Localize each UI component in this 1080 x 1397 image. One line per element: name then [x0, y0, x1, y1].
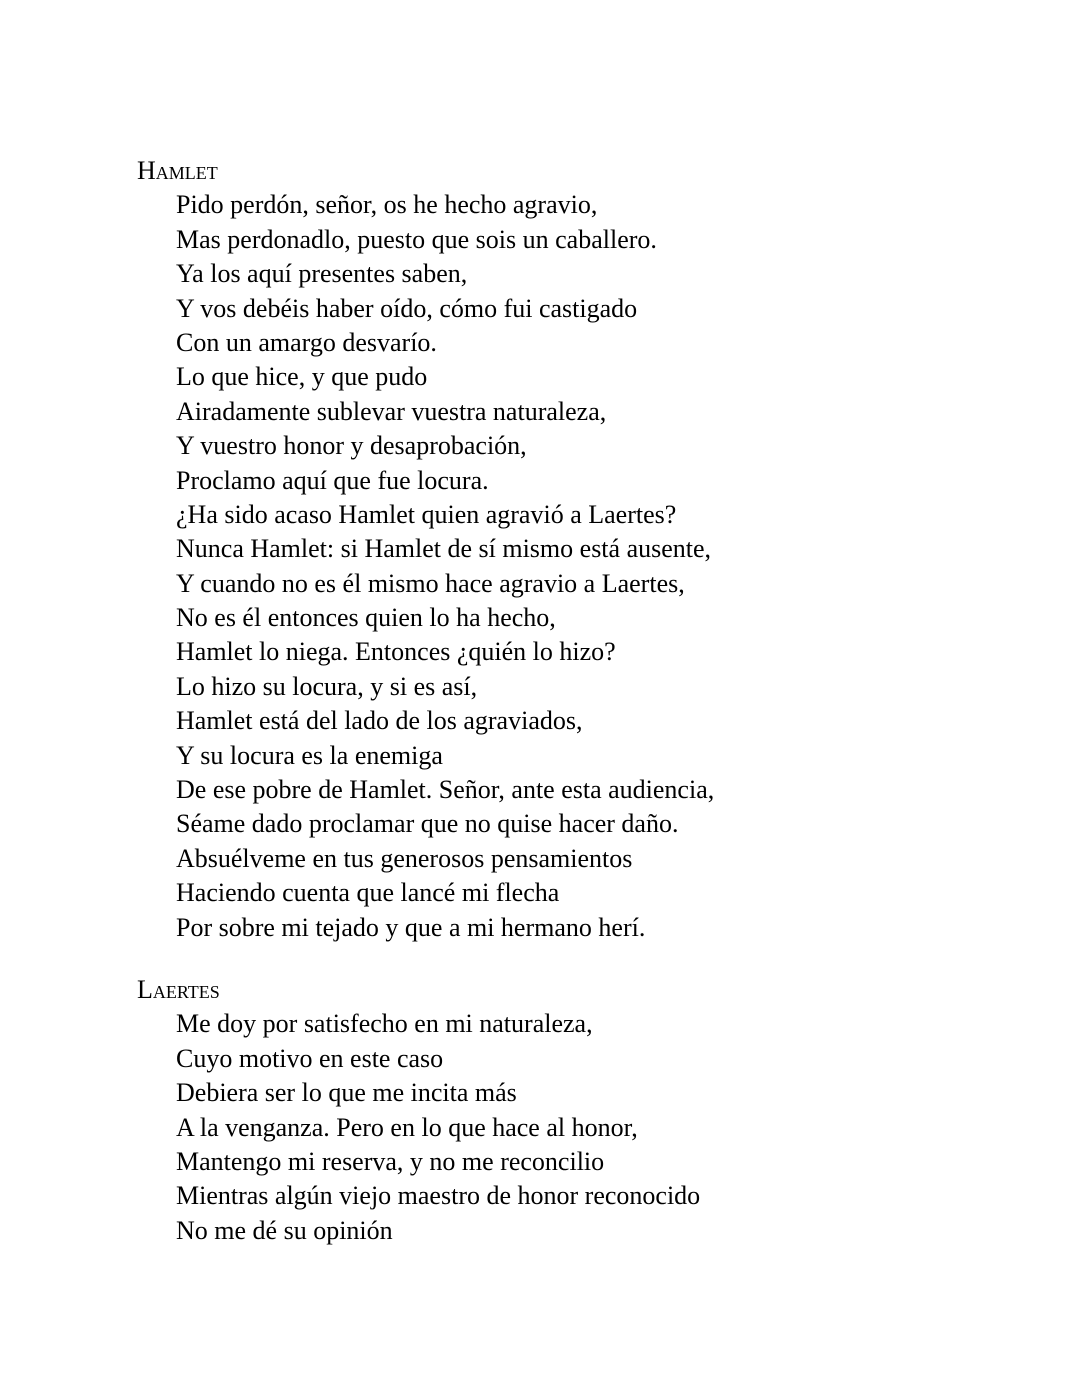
verse-line: Pido perdón, señor, os he hecho agravio, — [176, 190, 598, 220]
verse-line: Séame dado proclamar que no quise hacer daño. — [176, 809, 679, 839]
verse-line: Lo que hice, y que pudo — [176, 362, 428, 392]
verse-line: Ya los aquí presentes saben, — [176, 259, 468, 289]
verse-line: A la venganza. Pero en lo que hace al honor, — [176, 1112, 638, 1142]
verse-line: Nunca Hamlet: si Hamlet de sí mismo está ausente, — [176, 534, 712, 564]
verse-line: Cuyo motivo en este caso — [176, 1043, 444, 1073]
speech-hamlet — [137, 154, 714, 945]
verse-line: Y cuando no es él mismo hace agravio a Laertes, — [176, 568, 685, 598]
verse-line: ¿Ha sido acaso Hamlet quien agravió a Laertes? — [176, 499, 677, 529]
verse-line: No es él entonces quien lo ha hecho, — [176, 603, 556, 633]
verse-line: Por sobre mi tejado y que a mi hermano herí. — [176, 912, 646, 942]
verse-line: Y su locura es la enemiga — [176, 740, 443, 770]
verse-line: Proclamo aquí que fue locura. — [176, 465, 489, 495]
verse-line: Con un amargo desvarío. — [176, 327, 437, 357]
verse-line: De ese pobre de Hamlet. Señor, ante esta audiencia, — [176, 775, 715, 805]
verse-lines — [137, 188, 714, 945]
verse-line: Airadamente sublevar vuestra naturaleza, — [176, 396, 607, 426]
speaker-name: Hamlet — [137, 156, 218, 185]
verse-line: Mas perdonadlo, puesto que sois un caballero. — [176, 224, 657, 254]
verse-line: Lo hizo su locura, y si es así, — [176, 671, 478, 701]
verse-line: Y vuestro honor y desaprobación, — [176, 431, 527, 461]
verse-line: Debiera ser lo que me incita más — [176, 1078, 517, 1108]
verse-line: Mantengo mi reserva, y no me reconcilio — [176, 1146, 605, 1176]
verse-line: Haciendo cuenta que lancé mi flecha — [176, 878, 560, 908]
verse-line: Y vos debéis haber oído, cómo fui castigado — [176, 293, 638, 323]
speaker-name: Laertes — [137, 975, 220, 1004]
verse-line: Absuélveme en tus generosos pensamientos — [176, 843, 633, 873]
verse-line: Mientras algún viejo maestro de honor reconocido — [176, 1181, 701, 1211]
verse-line: Me doy por satisfecho en mi naturaleza, — [176, 1009, 593, 1039]
verse-lines — [137, 1007, 700, 1248]
verse-line: Hamlet lo niega. Entonces ¿quién lo hizo? — [176, 637, 616, 667]
speech-laertes — [137, 973, 700, 1248]
verse-line: Hamlet está del lado de los agraviados, — [176, 706, 583, 736]
verse-line: No me dé su opinión — [176, 1215, 393, 1245]
